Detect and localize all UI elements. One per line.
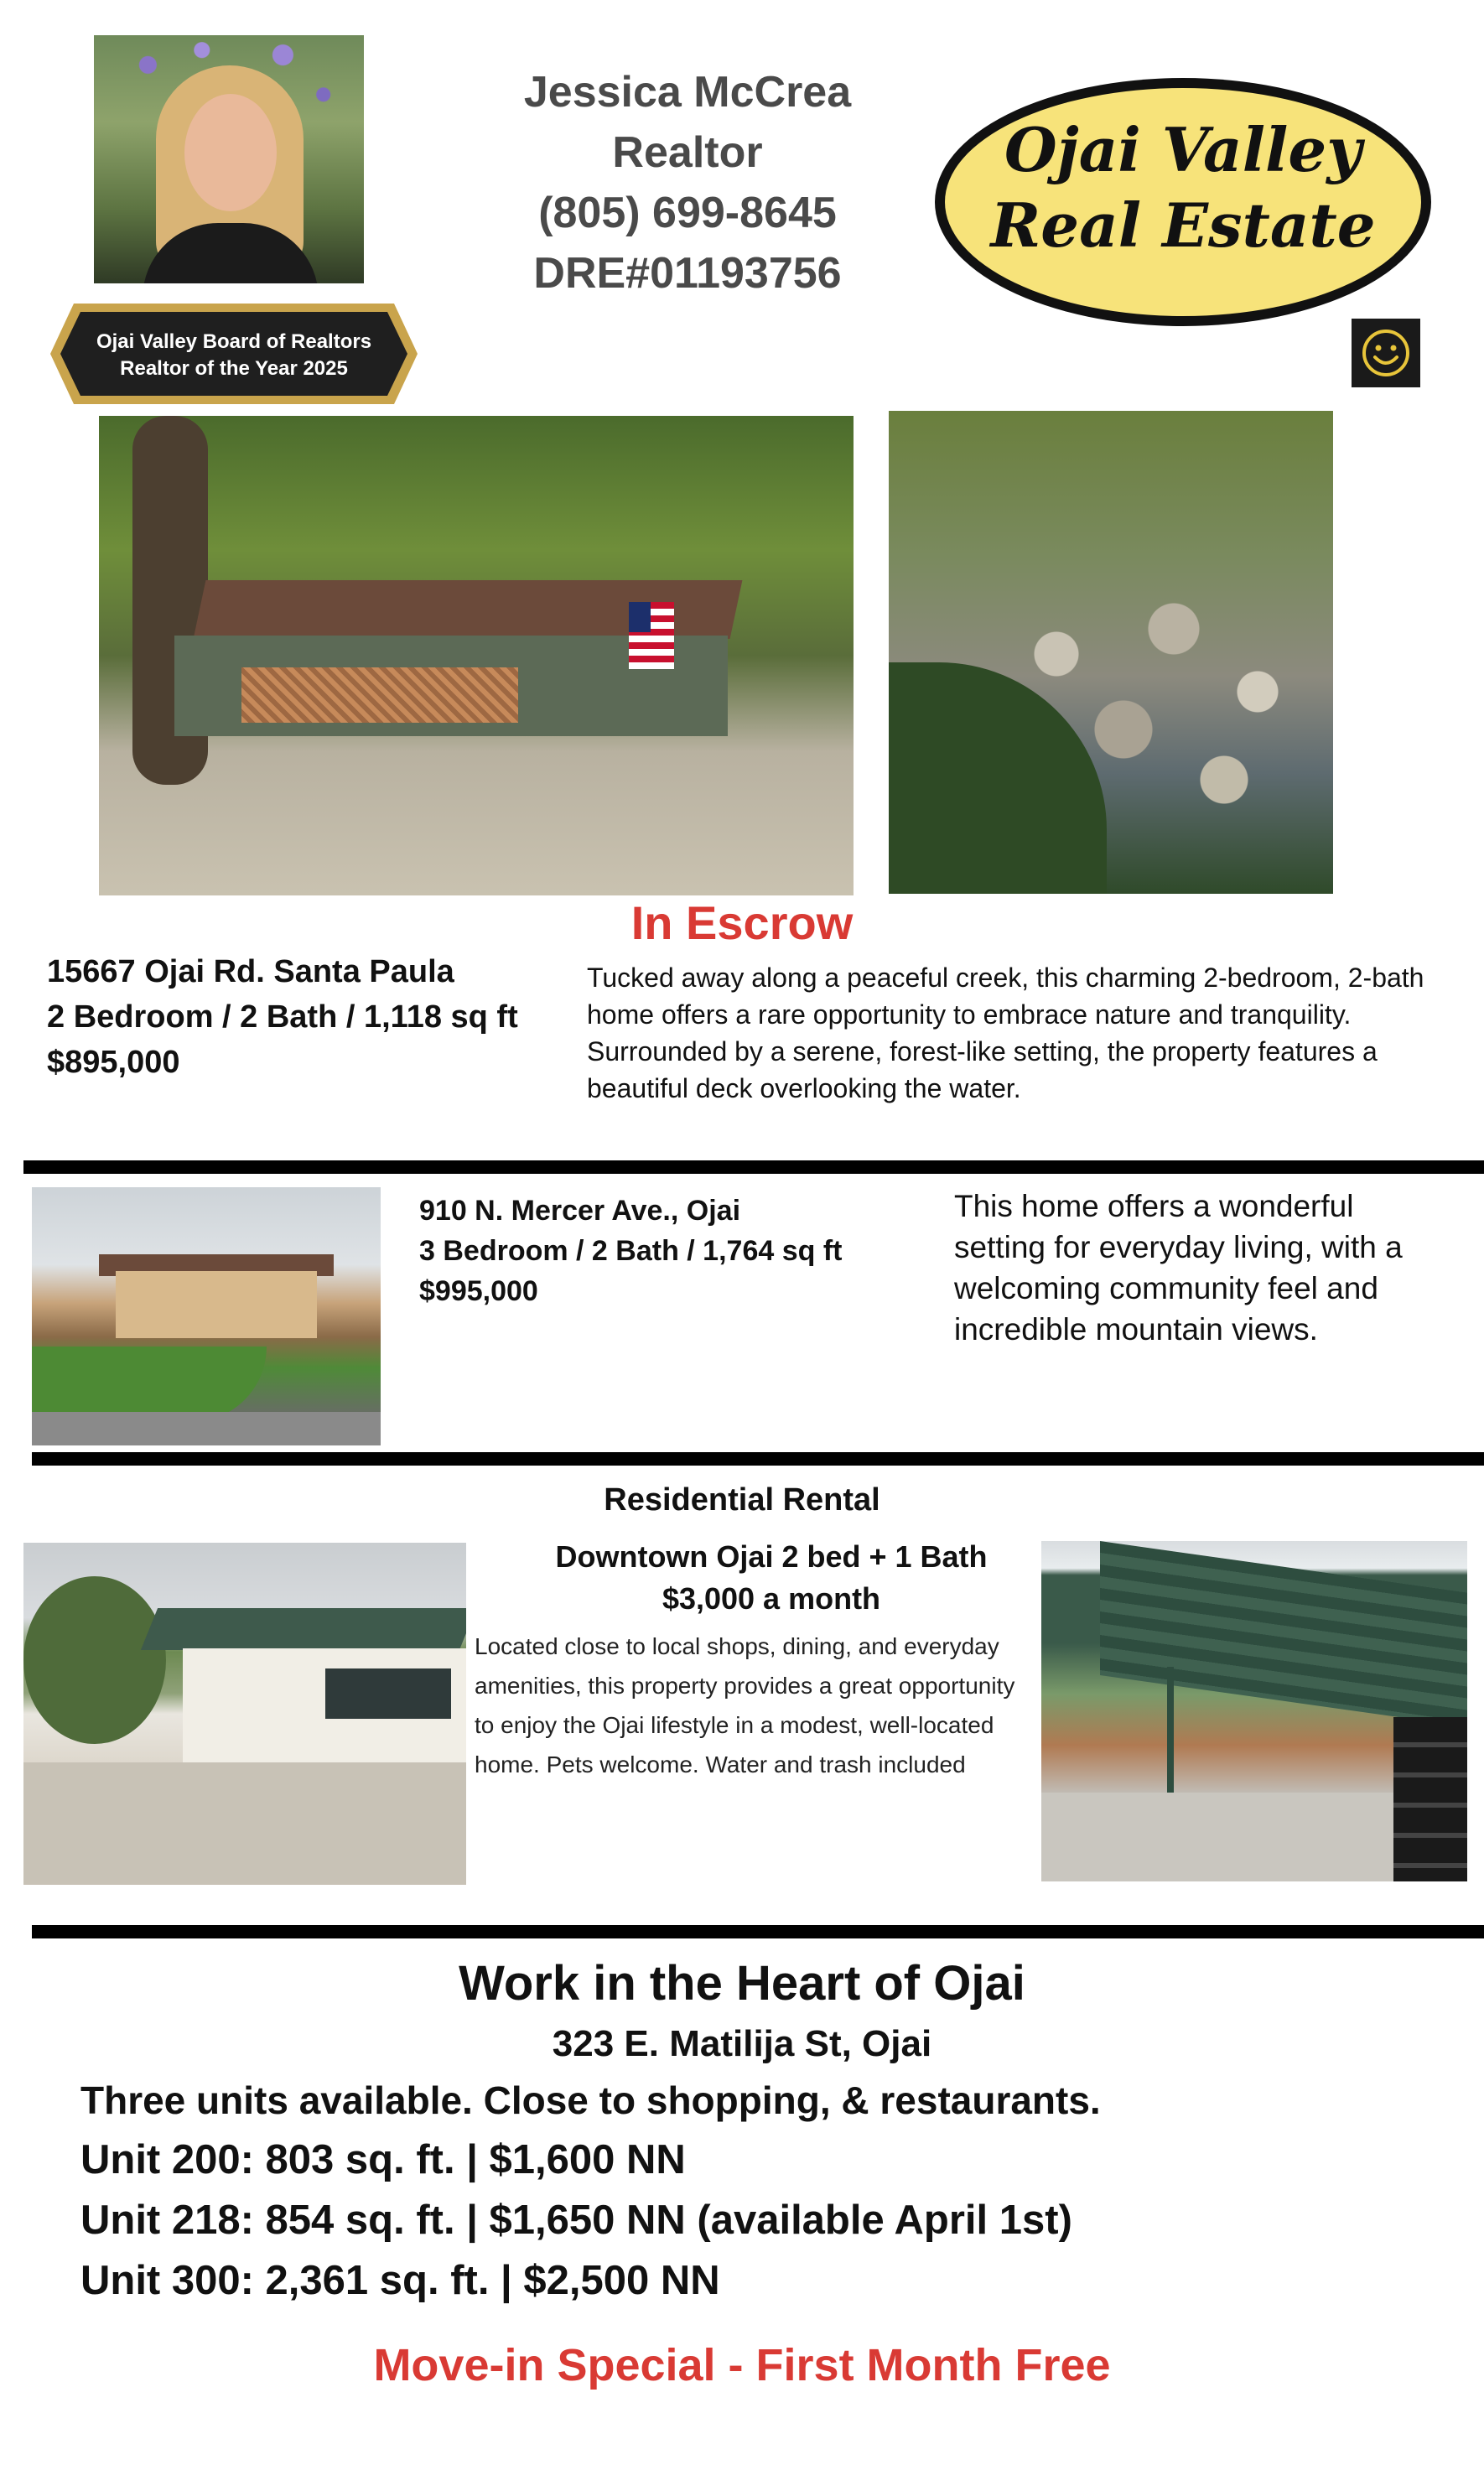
listing2-specs: 3 Bedroom / 2 Bath / 1,764 sq ft xyxy=(419,1235,843,1267)
commercial-intro: Three units available. Close to shopping, & restaurants. xyxy=(80,2078,1101,2122)
listing2-details xyxy=(419,1191,922,1311)
list-item: Unit 218: 854 sq. ft. | $1,650 NN (available April 1st) xyxy=(80,2198,1072,2243)
agent-headshot-photo xyxy=(94,35,364,283)
logo-line-1: Ojai Valley xyxy=(1004,114,1362,185)
award-line-1: Ojai Valley Board of Realtors xyxy=(96,330,372,353)
rental-title-block xyxy=(470,1536,1073,1620)
agent-title: Realtor xyxy=(612,128,763,177)
listing2-house-photo xyxy=(32,1187,381,1445)
rental-title: Downtown Ojai 2 bed + 1 Bath xyxy=(555,1539,988,1574)
listing1-description: Tucked away along a peaceful creek, this charming 2-bedroom, 2-bath home offers a rare opportunity to embrace nature and tranquility. Surrounded by a serene, forest-like setting, the property features a beautiful deck overlooking the water. xyxy=(587,963,1424,1103)
section-divider xyxy=(32,1925,1484,1938)
smiley-face-icon xyxy=(1352,319,1420,387)
brokerage-logo xyxy=(929,72,1437,332)
listing1-creek-photo xyxy=(889,411,1333,894)
award-badge xyxy=(49,300,419,407)
award-line-2: Realtor of the Year 2025 xyxy=(120,357,348,380)
move-in-special: Move-in Special - First Month Free xyxy=(373,2340,1111,2390)
listing1-details xyxy=(47,949,584,1085)
listing1-price: $895,000 xyxy=(47,1045,180,1080)
section-divider xyxy=(23,1160,1484,1174)
commercial-unit-list xyxy=(80,2071,1439,2311)
agent-name: Jessica McCrea xyxy=(523,68,852,117)
agent-license: DRE#01193756 xyxy=(533,249,842,298)
agent-phone[interactable]: (805) 699-8645 xyxy=(538,189,837,237)
commercial-address: 323 E. Matilija St, Ojai xyxy=(552,2023,932,2064)
agent-contact-block xyxy=(470,62,905,304)
logo-line-2: Real Estate xyxy=(990,189,1376,261)
rental-description: Located close to local shops, dining, and everyday amenities, this property provides a great opportunity to enjoy the Ojai lifestyle in a modest, well-located home. Pets welcome. Water and trash included xyxy=(475,1633,1015,1777)
listing1-specs: 2 Bedroom / 2 Bath / 1,118 sq ft xyxy=(47,999,518,1035)
section-divider xyxy=(32,1452,1484,1466)
rental-heading: Residential Rental xyxy=(604,1482,880,1518)
listing1-status: In Escrow xyxy=(630,896,854,949)
rental-exterior-photo xyxy=(23,1543,466,1885)
list-item: Unit 300: 2,361 sq. ft. | $2,500 NN xyxy=(80,2258,720,2303)
listing2-price: $995,000 xyxy=(419,1275,538,1307)
listing2-description: This home offers a wonderful setting for everyday living, with a welcoming community feel and incredible mountain views. xyxy=(954,1189,1403,1347)
listing1-house-photo xyxy=(99,416,854,895)
rental-patio-photo xyxy=(1041,1541,1467,1881)
list-item: Unit 200: 803 sq. ft. | $1,600 NN xyxy=(80,2137,686,2182)
listing1-address: 15667 Ojai Rd. Santa Paula xyxy=(47,954,454,989)
rental-price: $3,000 a month xyxy=(662,1581,881,1616)
commercial-title: Work in the Heart of Ojai xyxy=(459,1956,1025,2011)
listing2-address: 910 N. Mercer Ave., Ojai xyxy=(419,1195,741,1227)
